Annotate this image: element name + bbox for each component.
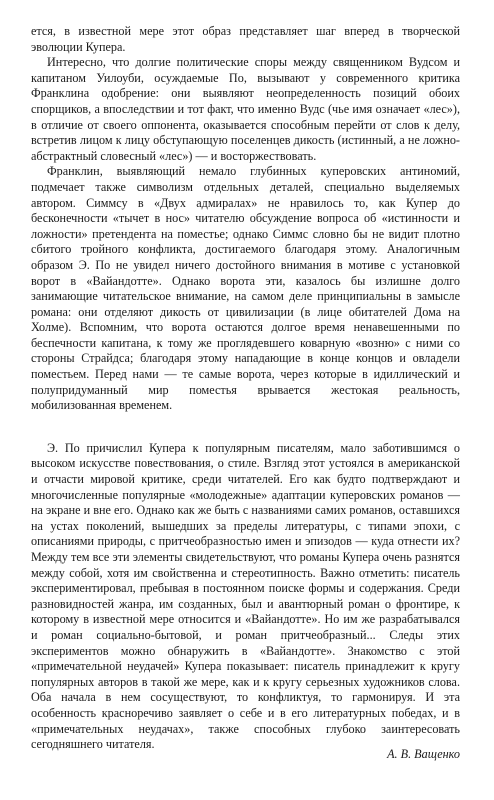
article-body bbox=[31, 24, 460, 753]
paragraph-popular-writer: Э. По причислил Купера к популярным писателям, мало заботившимся о высоком искусстве повествования, о стиле. Взгляд этот устоялся в американской и отчасти мировой критике, среди читателей. Его как будто подтверждают и многочисленные популярные «молодежные» адаптации куперовских романов — на экране и вне его. Однако как же быть с названиями самих романов, оставшихся на устах поколений, вышедших за пределы литературы, с типами эпохи, с описаниями природы, с притчеобразностью имен и эпизодов — куда отнести их? Между тем все эти элементы свидетельствуют, что романы Купера очень разнятся между собой, хотя им свойственна и стереотипность. Важно отметить: писатель экспериментировал, пребывая в постоянном поиске формы и содержания. Среди разновидностей жанра, им созданных, был и авантюрный роман о фронтире, к которому в известной мере относится и «Вайандотте». Но им же разрабатывался и роман социально-бытовой, и роман притчеобразный... Следы этих экспериментов можно обнаружить в «Вайандотте». Знакомство с этой «примечательной неудачей» Купера показывает: писатель принадлежит к кругу популярных авторов в такой же мере, как и к кругу серьезных художников слова. Оба начала в нем сосуществуют, то конфликтуя, то гармонируя. И эта особенность красноречиво заявляет о себе и в его литературных победах, и в «примечательных неудачах», также способных глубоко заинтересовать сегодняшнего читателя. bbox=[31, 440, 460, 752]
author-signature: А. В. Ващенко bbox=[387, 747, 460, 761]
paragraph-continuation: ется, в известной мере этот образ представляет шаг вперед в творческой эволюции Купера. bbox=[31, 24, 460, 54]
section-gap bbox=[31, 414, 460, 441]
paragraph-debate: Интересно, что долгие политические споры между священником Вудсом и капитаном Уилоуби, осуждаемые По, вызывают у современного критика Франклина одобрение: они выявляют неопределенность позиций обоих спорщиков, а впоследствии и тот факт, что именно Вудс (чье имя означает «лес»), в отличие от своего оппонента, оказывается способным перейти от слов к делу, встретив лицом к лицу обступающую поселенцев дикость (истинный, а не ложно-абстрактный словесный «лес») — и восторжествовать. bbox=[31, 55, 460, 163]
paragraph-symbolism: Франклин, выявляющий немало глубинных куперовских антиномий, подмечает также символизм отдельных деталей, специально выделяемых автором. Симмсу в «Двух адмиралах» не нравилось то, как Купер до бесконечности «тычет в нос» читателю обсуждение вопроса об «истинности и ложности» претендента на поместье; однако Симмс словно бы не видит плотно сбитого тройного конфликта, достигаемого благодаря этому. Аналогичным образом Э. По не увидел ничего достойного внимания в мотиве с установкой ворот в «Вайандотте». Однако ворота эти, казалось бы излишне долго занимающие читательское внимание, на самом деле принципиальны в замысле романа: они отделяют дикость от цивилизации (в лице обитателей Дома на Холме). Вспомним, что ворота остаются долгое время ненавешенными по беспечности капитана, к тому же проглядевшего коварную «возню» с ними со стороны Страйдса; благодаря этому нападающие в конце концов и овладели поместьем. Перед нами — те самые ворота, через которые в идиллический и полупридуманный мир поместья врывается жестокая реальность, мобилизованная временем. bbox=[31, 164, 460, 413]
